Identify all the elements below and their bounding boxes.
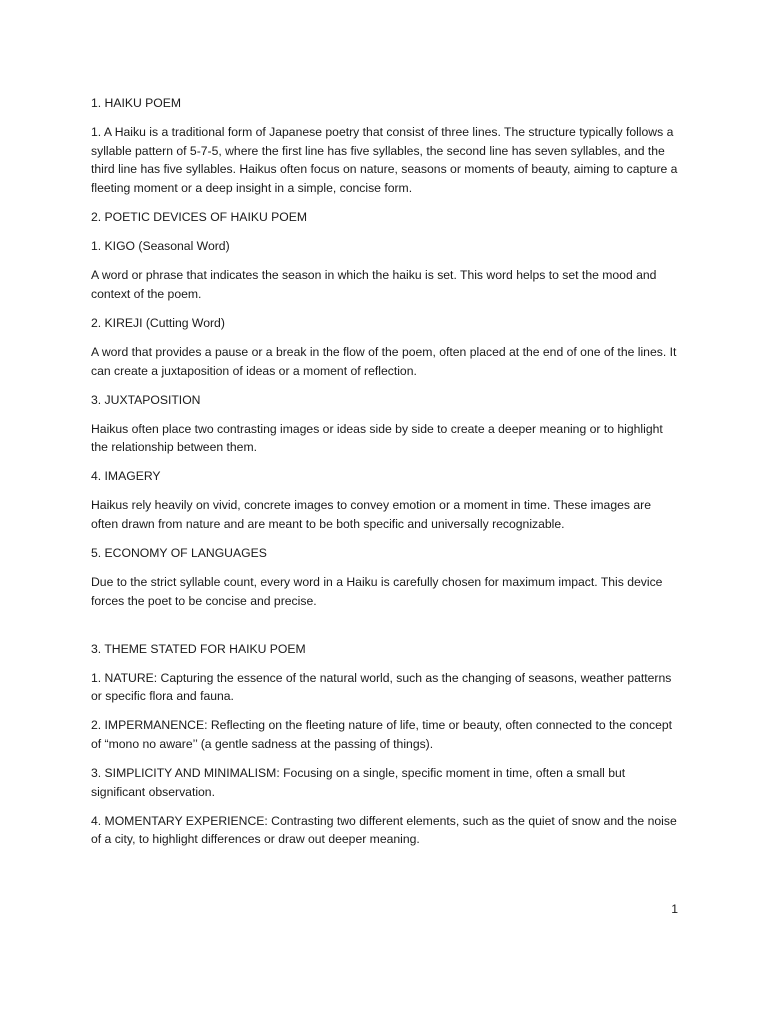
haiku-definition-paragraph: 1. A Haiku is a traditional form of Japanese poetry that consist of three lines. The structure typically follows a syllable pattern of 5-7-5, where the first line has five syllables, the second line has seven syllables, and the third line has five syllables. Haikus often focus on nature, seasons or moments of beauty, aiming to capture a fleeting moment or a deep insight in a simple, concise form.: [91, 125, 678, 196]
theme-item-momentary-experience: 4. MOMENTARY EXPERIENCE: Contrasting two different elements, such as the quiet of snow and the noise of a city, to highlight differences or draw out deeper meaning.: [91, 813, 677, 847]
device-text-imagery: Haikus rely heavily on vivid, concrete images to convey emotion or a moment in time. These images are often drawn from nature and are meant to be both specific and universally recognizable.: [91, 498, 651, 531]
device-title-kigo: 1. KIGO (Seasonal Word): [91, 239, 230, 254]
section-heading-haiku-poem: 1. HAIKU POEM: [91, 96, 182, 110]
theme-item-simplicity: 3. SIMPLICITY AND MINIMALISM: Focusing on a single, specific moment in time, often a small but significant observation.: [91, 766, 626, 799]
device-title-economy-of-languages: 5. ECONOMY OF LANGUAGES: [91, 545, 267, 560]
blank-line: [91, 621, 681, 640]
device-text-juxtaposition: Haikus often place two contrasting images or ideas side by side to create a deeper meaning or to highlight the relationship between them.: [91, 421, 663, 455]
device-text-kireji: A word that provides a pause or a break in the flow of the poem, often placed at the end of one of the lines. It can create a juxtaposition of ideas or a moment of reflection.: [91, 344, 677, 378]
document-body: [91, 94, 681, 859]
device-text-kigo: A word or phrase that indicates the season in which the haiku is set. This word helps to set the mood and context of the poem.: [91, 268, 657, 301]
theme-item-nature: 1. NATURE: Capturing the essence of the natural world, such as the changing of seasons, weather patterns or specific flora and fauna.: [91, 670, 672, 704]
device-title-kireji: 2. KIREJI (Cutting Word): [91, 315, 225, 330]
section-heading-poetic-devices: 2. POETIC DEVICES OF HAIKU POEM: [91, 210, 308, 225]
device-title-imagery: 4. IMAGERY: [91, 469, 161, 484]
section-heading-themes: 3. THEME STATED FOR HAIKU POEM: [91, 641, 306, 656]
theme-item-impermanence: 2. IMPERMANENCE: Reflecting on the fleeting nature of life, time or beauty, often connected to the concept of “mono no aware’’ (a gentle sadness at the passing of things).: [91, 718, 673, 752]
device-text-economy-of-languages: Due to the strict syllable count, every word in a Haiku is carefully chosen for maximum impact. This device forces the poet to be concise and precise.: [91, 574, 663, 608]
page-number: 1: [671, 902, 678, 916]
device-title-juxtaposition: 3. JUXTAPOSITION: [91, 392, 201, 407]
